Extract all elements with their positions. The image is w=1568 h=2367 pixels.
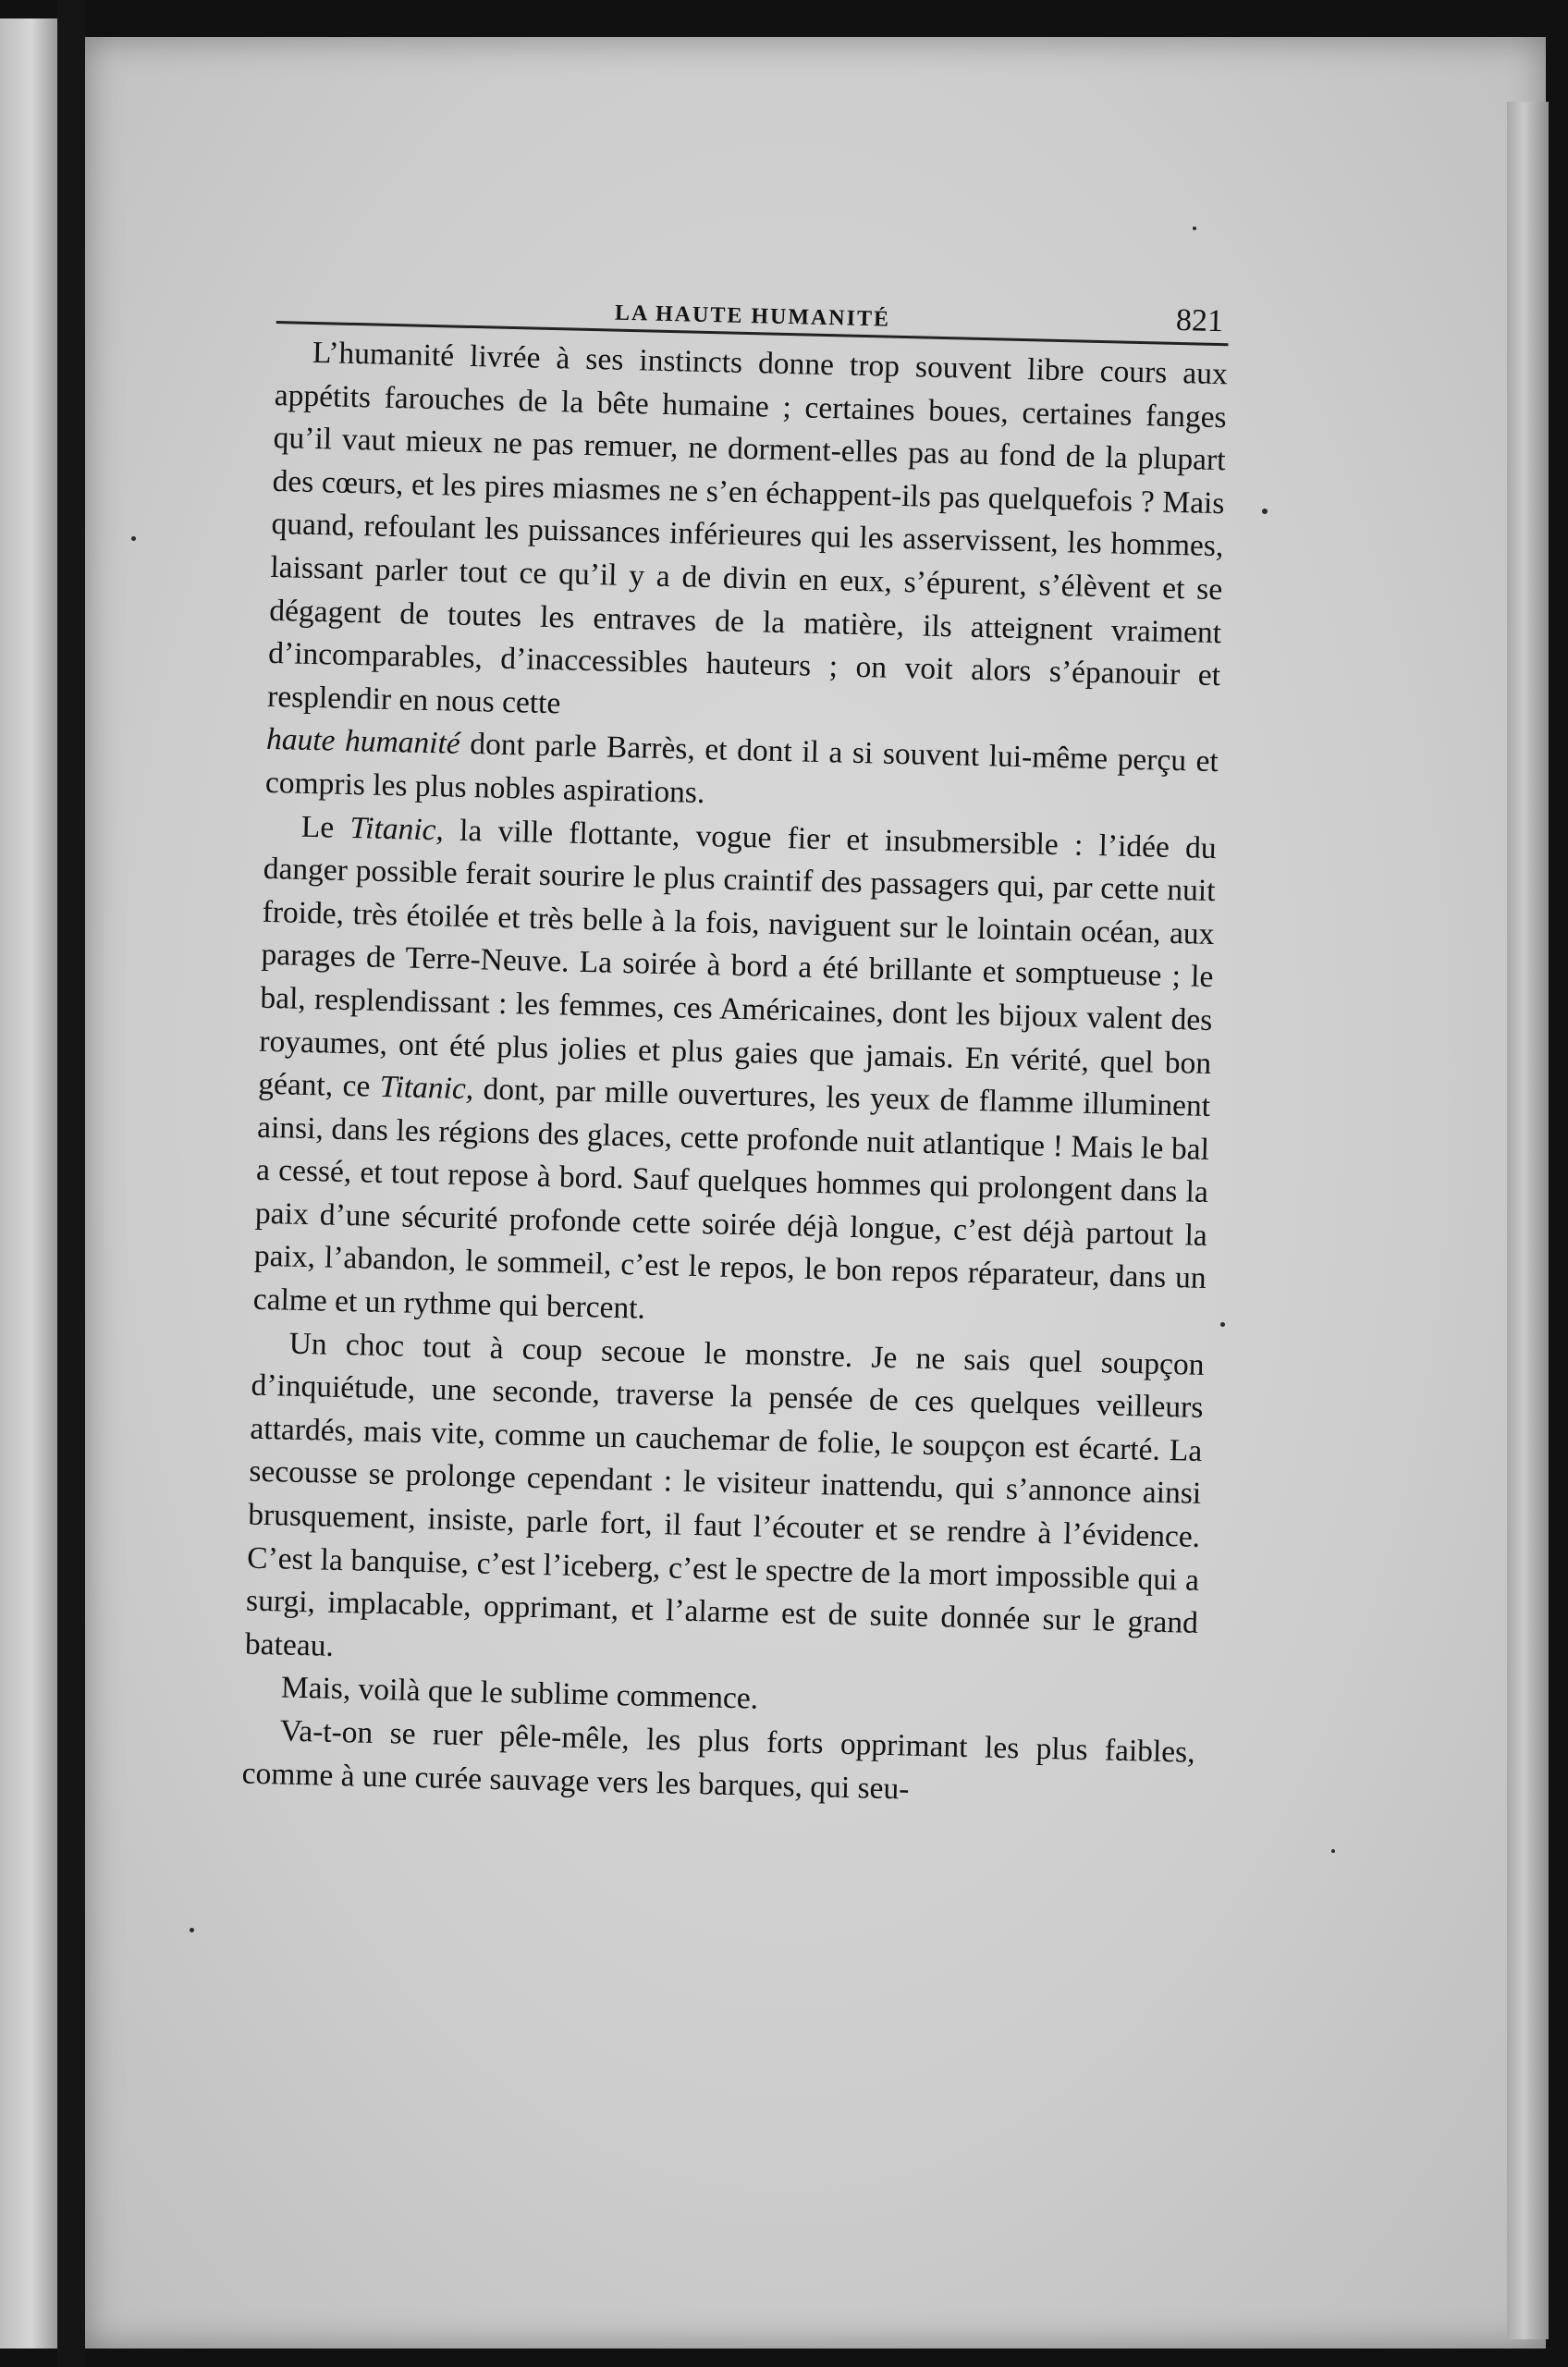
page-number: 821 <box>1175 302 1224 339</box>
paragraph-3-text: Un choc tout à coup secoue le monstre. Je ne sais quel soupçon d’inquiétude, une seconde, traverse la pensée de ces quelques veilleurs attardés, mais vite, comme un cauchemar de folie, le soupçon est écarté. La secousse se prolonge cependant : le visiteur inattendu, qui s’annonce ainsi brusquement, insiste, parle fort, il faut l’écouter et se rendre à l’évidence. C’est la banquise, c’est l’iceberg, c’est le spectre de la mort impossible qui a surgi, implacable, opprimant, et l’alarme est de suite donnée sur le grand bateau. <box>244 1326 1205 1663</box>
paragraph-3 <box>244 1321 1204 1688</box>
paragraph-1 <box>267 331 1229 741</box>
paragraph-1-text: L’humanité livrée à ses instincts donne trop souvent libre cours aux appétits farouches de la bête humaine ; certaines boues, certaines fanges qu’il vaut mieux ne pas remuer, ne dorment-elles pas au fond de la plupart des cœurs, et les pires miasmes ne s’en échappent-ils pas quelquefois ? Mais quand, refoulant les puissances inférieures qui les asservissent, les hommes, laissant parler tout ce qu’il y a de divin en eux, s’épurent, s’élèvent et se dégagent de toutes les entraves de la matière, ils atteignent vraiment d’incomparables, d’inaccessibles hauteurs ; on voit alors s’épanouir et resplendir en nous cette <box>266 335 1229 721</box>
page-stack-edge <box>1507 102 1549 2339</box>
paragraph-2 <box>252 804 1217 1343</box>
paragraph-2-start: Le <box>300 809 350 845</box>
italic-haute-humanite: haute humanité <box>265 722 461 762</box>
page-text <box>241 273 1230 1818</box>
paragraph-1-continuation-text: dont parle Barrès, et dont il a si souvent lui-même perçu et compris les plus nobles aspirations. <box>264 727 1219 810</box>
paragraph-2-end: dont, par mille ouvertures, les yeux de flamme illuminent ainsi, dans les régions des glaces, cette profonde nuit atlantique ! Mais le bal a cessé, et tout repose à bord. Sauf quelques hommes qui prolongent dans la paix d’une sécurité profonde cette soirée déjà longue, c’est déjà partout la paix, l’abandon, le sommeil, c’est le repos, le bon repos réparateur, dans un calme et un rythme qui bercent. <box>252 1072 1211 1326</box>
running-title: LA HAUTE HUMANITÉ <box>614 300 891 332</box>
paragraph-2-middle: la ville flottante, vogue fier et insubmersible : l’idée du danger possible ferait sourire le plus craintif des passagers qui, par cette nuit froide, très étoilée et très belle à la fois, naviguent sur le lointain océan, aux parages de Terre-Neuve. La soirée à bord a été brillante et somptueuse ; le bal, resplendissant : les femmes, ces Américaines, dont les bijoux valent des royaumes, ont été plus jolies et plus gaies que jamais. En vérité, quel bon géant, ce <box>257 812 1218 1104</box>
gutter <box>57 0 85 2367</box>
paragraph-5-text: Va-t-on se ruer pêle-mêle, les plus forts opprimant les plus faibles, comme à une curée sauvage vers les barques, qui seu- <box>241 1713 1196 1807</box>
paragraph-4-text: Mais, voilà que le sublime commence. <box>280 1670 759 1717</box>
adjacent-page-edge <box>0 18 57 2349</box>
italic-titanic-2: Titanic, <box>379 1069 474 1107</box>
italic-titanic-1: Titanic, <box>349 810 445 847</box>
